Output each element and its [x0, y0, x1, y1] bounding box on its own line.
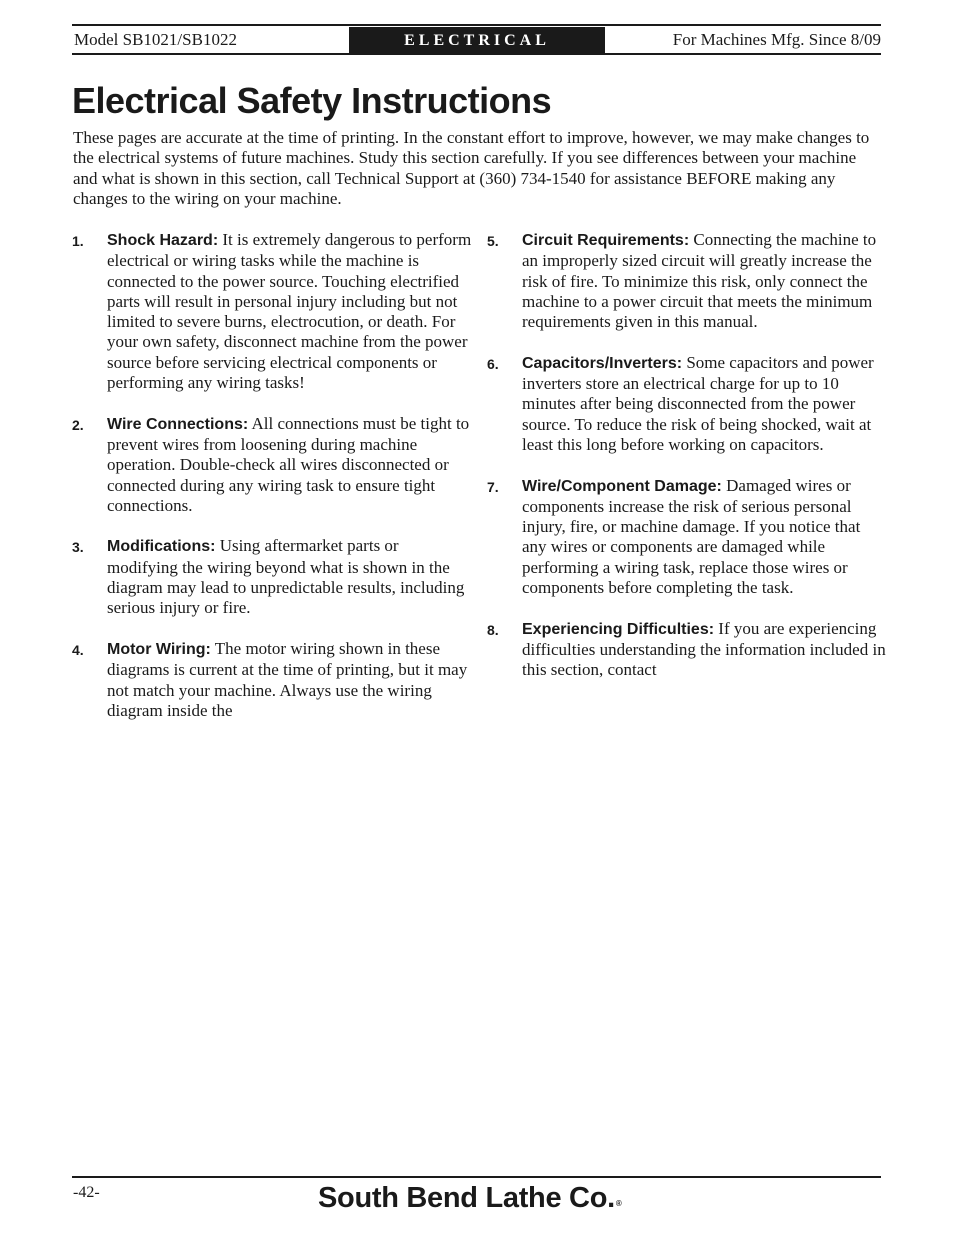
item-text: Connecting the machine to an improperly sized circuit will greatly increase the risk of fire. To minimize this risk, only connect the machine to a power circuit that meets the minimum requirements given in this manual.: [522, 230, 877, 332]
header-section-badge: ELECTRICAL: [349, 27, 605, 53]
list-item: [487, 619, 887, 681]
item-number: 7.: [487, 478, 499, 495]
item-number: 2.: [72, 416, 84, 433]
item-text: If you are experiencing difficulties understanding the information included in this section, contact: [522, 618, 886, 680]
left-column: [72, 230, 472, 744]
item-number: 6.: [487, 355, 499, 372]
brand-logo: [318, 1176, 621, 1220]
item-text: Some capacitors and power inverters store an electrical charge for up to 10 minutes after being disconnected from the power source. To reduce the risk of being shocked, wait at least this long before working on capacitors.: [522, 352, 874, 454]
page-title: Electrical Safety Instructions: [72, 80, 552, 121]
header-since: For Machines Mfg. Since 8/09: [672, 30, 881, 49]
item-number: 8.: [487, 621, 499, 638]
page-number: -42-: [73, 1184, 100, 1201]
list-item: [487, 230, 887, 332]
item-number: 1.: [72, 233, 84, 249]
item-heading: Shock Hazard:: [107, 232, 219, 249]
right-column: [487, 230, 887, 744]
list-item: [487, 476, 887, 599]
item-number: 4.: [72, 641, 84, 658]
item-text: It is extremely dangerous to perform electrical or wiring tasks while the machine is connected to the power source. Touching electrified parts will result in personal injury including but not limited to severe burns, electrocution, or death. For your own safety, disconnect machine from the power source before servicing electrical components or performing any wiring tasks!: [107, 230, 472, 393]
item-heading: Capacitors/Inverters:: [522, 354, 683, 372]
list-item: [72, 639, 472, 721]
item-heading: Motor Wiring:: [107, 640, 211, 658]
item-text: The motor wiring shown in these diagrams is current at the time of printing, but it may not match your machine. Always use the wiring diagram inside the: [107, 638, 468, 720]
item-heading: Modifications:: [107, 538, 216, 556]
item-text: All connections must be tight to prevent wires from loosening during machine operation. Double-check all wires disconnected or connected during any wiring task to ensure tight connections.: [107, 413, 470, 515]
header-bottom-rule: [72, 53, 881, 55]
header-top-rule: [72, 24, 881, 26]
intro-paragraph: These pages are accurate at the time of printing. In the constant effort to improve, however, we may make changes to the electrical systems of future machines. Study this section carefully. If you see differences between your machine and what is shown in this section, call Technical Support at (360) 734-1540 for assistance BEFORE making any changes to the wiring on your machine.: [73, 128, 870, 208]
item-heading: Experiencing Difficulties:: [522, 620, 715, 638]
item-heading: Wire Connections:: [107, 415, 249, 433]
list-item: [72, 536, 472, 618]
header-model: Model SB1021/SB1022: [74, 30, 237, 49]
item-text: Damaged wires or components increase the risk of serious personal injury, fire, or machine damage. If you notice that any wires or components are damaged while performing a wiring task, replace those wires or components before completing the task.: [522, 475, 861, 598]
item-heading: Wire/Component Damage:: [522, 477, 722, 495]
brand-name: South Bend Lathe Co.: [318, 1182, 615, 1214]
list-item: [72, 230, 472, 393]
item-number: 3.: [72, 539, 84, 556]
list-item: [72, 414, 472, 516]
registered-mark: ®: [615, 1199, 622, 1208]
item-number: 5.: [487, 233, 499, 249]
item-text: Using aftermarket parts or modifying the wiring beyond what is shown in the diagram may lead to unpredictable results, including serious injury or fire.: [107, 536, 465, 618]
list-item: [487, 353, 887, 455]
item-heading: Circuit Requirements:: [522, 232, 690, 249]
